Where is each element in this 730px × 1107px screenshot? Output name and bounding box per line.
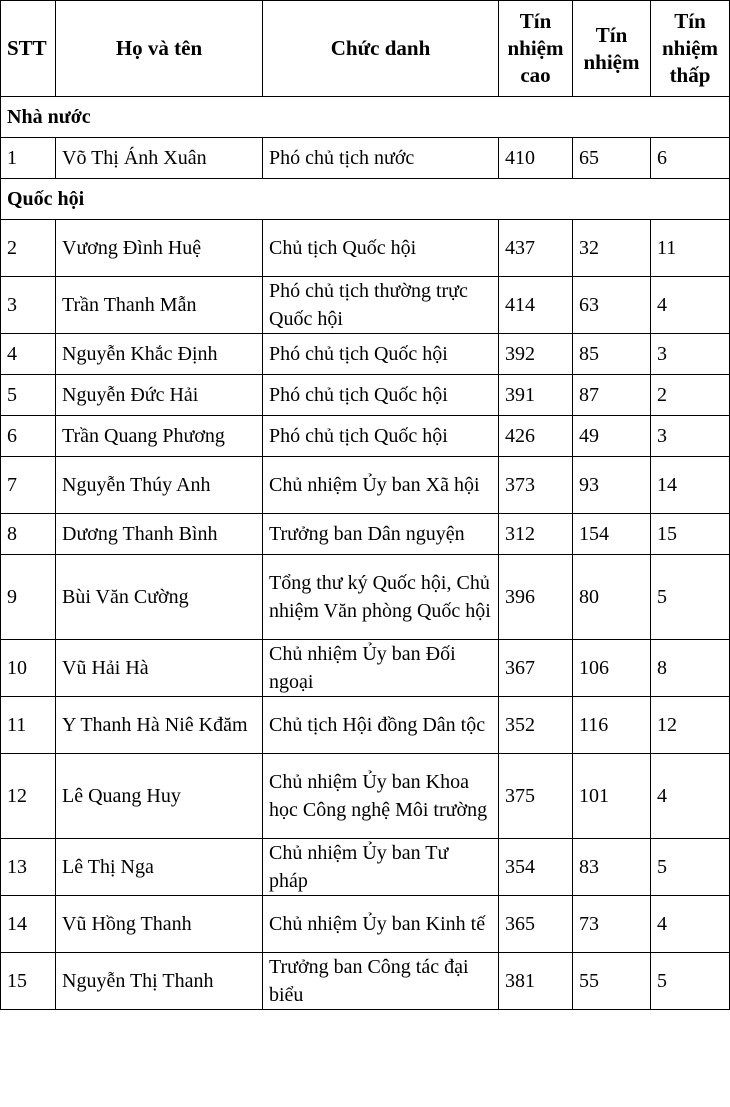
cell-stt: 6 [1, 416, 56, 457]
cell-stt: 12 [1, 754, 56, 839]
cell-title: Chủ nhiệm Ủy ban Tư pháp [263, 839, 499, 896]
table-row [1, 220, 730, 277]
cell-title: Trưởng ban Dân nguyện [263, 514, 499, 555]
table-header-row [1, 1, 730, 97]
cell-low-confidence: 6 [651, 138, 730, 179]
cell-low-confidence: 2 [651, 375, 730, 416]
header-stt: STT [1, 1, 56, 97]
cell-title: Chủ nhiệm Ủy ban Kinh tế [263, 896, 499, 953]
header-name: Họ và tên [56, 1, 263, 97]
cell-confidence: 65 [573, 138, 651, 179]
table-body [1, 97, 730, 1010]
cell-stt: 8 [1, 514, 56, 555]
cell-low-confidence: 12 [651, 697, 730, 754]
cell-high-confidence: 352 [499, 697, 573, 754]
table-row [1, 514, 730, 555]
cell-stt: 7 [1, 457, 56, 514]
table-row [1, 457, 730, 514]
cell-high-confidence: 365 [499, 896, 573, 953]
cell-title: Trưởng ban Công tác đại biểu [263, 953, 499, 1010]
cell-name: Lê Quang Huy [56, 754, 263, 839]
cell-stt: 10 [1, 640, 56, 697]
cell-title: Phó chủ tịch Quốc hội [263, 375, 499, 416]
cell-low-confidence: 4 [651, 754, 730, 839]
cell-stt: 11 [1, 697, 56, 754]
cell-stt: 3 [1, 277, 56, 334]
cell-name: Nguyễn Khắc Định [56, 334, 263, 375]
cell-title: Phó chủ tịch Quốc hội [263, 416, 499, 457]
cell-high-confidence: 414 [499, 277, 573, 334]
table-row [1, 839, 730, 896]
cell-confidence: 63 [573, 277, 651, 334]
cell-confidence: 101 [573, 754, 651, 839]
cell-name: Trần Thanh Mẫn [56, 277, 263, 334]
cell-confidence: 83 [573, 839, 651, 896]
cell-low-confidence: 8 [651, 640, 730, 697]
cell-stt: 13 [1, 839, 56, 896]
cell-name: Võ Thị Ánh Xuân [56, 138, 263, 179]
cell-stt: 4 [1, 334, 56, 375]
cell-low-confidence: 15 [651, 514, 730, 555]
cell-name: Vương Đình Huệ [56, 220, 263, 277]
cell-high-confidence: 392 [499, 334, 573, 375]
cell-title: Phó chủ tịch thường trực Quốc hội [263, 277, 499, 334]
cell-high-confidence: 410 [499, 138, 573, 179]
section-row [1, 179, 730, 220]
cell-name: Lê Thị Nga [56, 839, 263, 896]
table-row [1, 896, 730, 953]
cell-confidence: 116 [573, 697, 651, 754]
cell-high-confidence: 354 [499, 839, 573, 896]
cell-high-confidence: 373 [499, 457, 573, 514]
cell-low-confidence: 11 [651, 220, 730, 277]
table-row [1, 375, 730, 416]
table-row [1, 334, 730, 375]
cell-confidence: 154 [573, 514, 651, 555]
cell-low-confidence: 4 [651, 277, 730, 334]
header-low-confidence: Tín nhiệm thấp [651, 1, 730, 97]
cell-low-confidence: 14 [651, 457, 730, 514]
cell-low-confidence: 5 [651, 839, 730, 896]
table-row [1, 754, 730, 839]
header-confidence: Tín nhiệm [573, 1, 651, 97]
header-high-confidence: Tín nhiệm cao [499, 1, 573, 97]
cell-high-confidence: 391 [499, 375, 573, 416]
header-title: Chức danh [263, 1, 499, 97]
cell-title: Phó chủ tịch Quốc hội [263, 334, 499, 375]
cell-low-confidence: 5 [651, 953, 730, 1010]
cell-low-confidence: 3 [651, 416, 730, 457]
cell-name: Bùi Văn Cường [56, 555, 263, 640]
cell-low-confidence: 5 [651, 555, 730, 640]
cell-stt: 15 [1, 953, 56, 1010]
cell-title: Chủ nhiệm Ủy ban Xã hội [263, 457, 499, 514]
section-row [1, 97, 730, 138]
section-label: Nhà nước [1, 97, 730, 138]
cell-confidence: 73 [573, 896, 651, 953]
cell-high-confidence: 396 [499, 555, 573, 640]
cell-high-confidence: 375 [499, 754, 573, 839]
cell-title: Chủ tịch Hội đồng Dân tộc [263, 697, 499, 754]
cell-name: Vũ Hải Hà [56, 640, 263, 697]
cell-stt: 14 [1, 896, 56, 953]
cell-title: Chủ nhiệm Ủy ban Đối ngoại [263, 640, 499, 697]
cell-confidence: 85 [573, 334, 651, 375]
cell-name: Dương Thanh Bình [56, 514, 263, 555]
cell-low-confidence: 3 [651, 334, 730, 375]
table-row [1, 277, 730, 334]
section-label: Quốc hội [1, 179, 730, 220]
cell-confidence: 106 [573, 640, 651, 697]
cell-confidence: 80 [573, 555, 651, 640]
cell-low-confidence: 4 [651, 896, 730, 953]
cell-confidence: 87 [573, 375, 651, 416]
cell-high-confidence: 437 [499, 220, 573, 277]
cell-name: Nguyễn Thị Thanh [56, 953, 263, 1010]
cell-name: Vũ Hồng Thanh [56, 896, 263, 953]
cell-title: Chủ tịch Quốc hội [263, 220, 499, 277]
cell-high-confidence: 312 [499, 514, 573, 555]
cell-high-confidence: 381 [499, 953, 573, 1010]
table-row [1, 416, 730, 457]
cell-high-confidence: 426 [499, 416, 573, 457]
cell-confidence: 32 [573, 220, 651, 277]
cell-confidence: 93 [573, 457, 651, 514]
cell-title: Phó chủ tịch nước [263, 138, 499, 179]
table-row [1, 640, 730, 697]
cell-title: Chủ nhiệm Ủy ban Khoa học Công nghệ Môi trường [263, 754, 499, 839]
table-row [1, 138, 730, 179]
cell-confidence: 49 [573, 416, 651, 457]
cell-stt: 1 [1, 138, 56, 179]
cell-high-confidence: 367 [499, 640, 573, 697]
table-row [1, 697, 730, 754]
cell-name: Trần Quang Phương [56, 416, 263, 457]
table-row [1, 953, 730, 1010]
cell-name: Nguyễn Đức Hải [56, 375, 263, 416]
table-row [1, 555, 730, 640]
cell-title: Tổng thư ký Quốc hội, Chủ nhiệm Văn phòng Quốc hội [263, 555, 499, 640]
cell-name: Nguyễn Thúy Anh [56, 457, 263, 514]
cell-confidence: 55 [573, 953, 651, 1010]
cell-name: Y Thanh Hà Niê Kđăm [56, 697, 263, 754]
cell-stt: 2 [1, 220, 56, 277]
cell-stt: 9 [1, 555, 56, 640]
cell-stt: 5 [1, 375, 56, 416]
